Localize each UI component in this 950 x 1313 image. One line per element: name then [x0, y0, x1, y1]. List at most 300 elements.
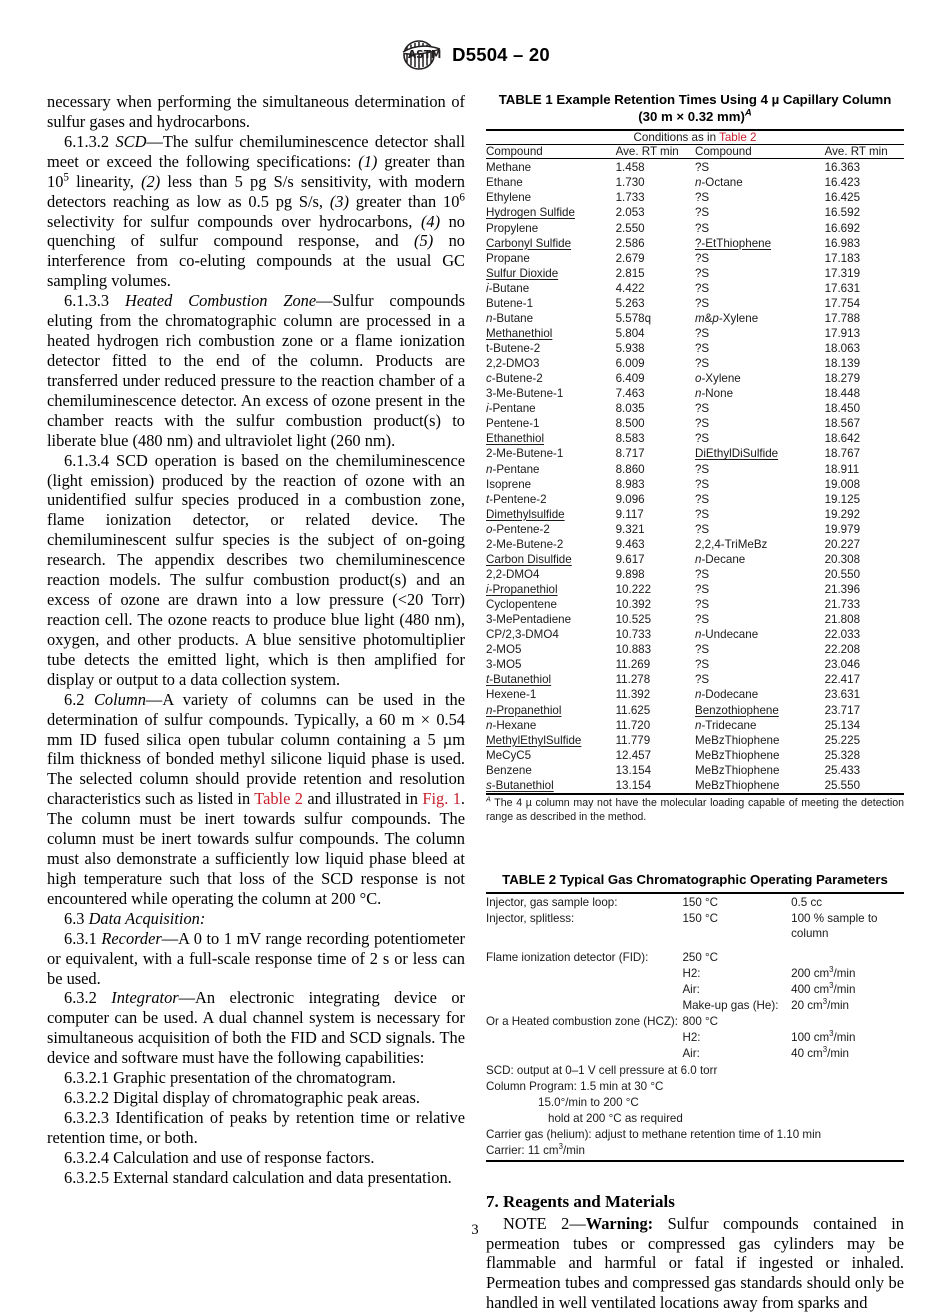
table-1-rt-left: 1.458: [615, 161, 645, 175]
table-row: [486, 966, 904, 982]
table-row: [486, 597, 904, 612]
table-row: [486, 582, 904, 597]
table-2-detail: 100 $cm^3/\min$: [791, 1029, 856, 1045]
table-1-compound-right: o-Xylene: [694, 372, 741, 386]
table-1-rt-left: 9.096: [615, 492, 645, 506]
table-row: [486, 371, 904, 386]
table-row: [486, 341, 904, 356]
table-1-compound-right: ?S: [694, 206, 710, 220]
table-row: [486, 763, 904, 778]
table-1-footnote-text: The 4 µ column may not have the molecular loading capable of meeting the detection range as described in the method.: [486, 796, 904, 823]
table-2-parameter: Flame ionization detector (FID):: [486, 950, 649, 964]
table-2-parameter: [486, 982, 682, 998]
table-row: [486, 1094, 904, 1110]
table-2-fullwidth: Carrier gas (helium): adjust to methane retention time of 1.10 min: [486, 1127, 822, 1141]
table-row: [486, 1110, 904, 1126]
table-row: [486, 537, 904, 552]
table-1-compound-right: ?S: [694, 251, 710, 265]
table-1-rt-left: 1.733: [615, 191, 645, 205]
paragraph-6-3-2-2: 6.3.2.2 Digital display of chromatographic peak areas.: [64, 1088, 420, 1108]
table-1-rt-right: 17.913: [824, 326, 861, 340]
table-1-compound-left: Ethanethiol: [486, 432, 545, 446]
table-1-compound-right: ?S: [694, 266, 710, 280]
table-1-rt-left: 11.720: [615, 718, 651, 732]
table-1-conditions-row: [486, 130, 904, 145]
paragraph-continuation: necessary when performing the simultaneous determination of sulfur gases and hydrocarbons.: [47, 92, 465, 131]
table-1-footnote: [486, 795, 904, 825]
table-1-compound-left: 2-Me-Butene-1: [486, 447, 564, 461]
table-row: [486, 718, 904, 733]
table-row: [486, 687, 904, 702]
table-row: [486, 998, 904, 1014]
page-header: [0, 40, 950, 70]
table-row: [486, 703, 904, 718]
paragraph-6-3-2-integrator: 6.3.2 Integrator—An electronic integrating device or computer can be used. A dual channel system is necessary for simultaneous acquisition of both the FID and SCD signals. The device and software must have the following capabilities:: [47, 988, 465, 1068]
table-1-rt-left: 5.578q: [615, 311, 652, 325]
table-row: [486, 910, 904, 941]
table-1-rt-right: 21.733: [824, 598, 861, 612]
table-1-title: [486, 92, 904, 126]
table-row: [486, 1078, 904, 1094]
table-1-compound-left: Cyclopentene: [486, 598, 557, 612]
table-row: [486, 672, 904, 687]
table-row: [486, 401, 904, 416]
table-1-rt-right: 25.134: [824, 718, 861, 732]
table-2-parameter: [486, 1046, 682, 1062]
table-1-compound-left: 2,2-DMO4: [486, 567, 540, 581]
table-1-rt-left: 11.269: [615, 658, 651, 672]
table-1-compound-left: Sulfur Dioxide: [486, 266, 559, 280]
table-1-compound-right: ?S: [694, 161, 710, 175]
table-1-compound-right: ?S: [694, 598, 710, 612]
paragraph-6-2-column: 6.2 Column—A variety of columns can be used in the determination of sulfur compounds. Typically, a 60 m × 0.54 mm ID fused silica open tubular column containing a 5 µm film thickness of bonded methyl silicone liquid phase is used. The selected column should provide retention and resolution characteristics such as listed in Table 2 and illustrated in Fig. 1. The column must be inert towards sulfur compounds. The column must be inert towards sulfur compounds. The column must also demonstrate a sufficiently low liquid phase bleed at high temperature such that loss of the SCD response is not encountered while operating the column at 200 °C.: [47, 689, 466, 908]
table-1-header-compound-2: Compound: [694, 144, 752, 158]
table-1-rt-left: 6.409: [615, 372, 645, 386]
table-row: [486, 236, 904, 251]
table-2-title: TABLE 2 Typical Gas Chromatographic Operating Parameters: [502, 872, 888, 888]
table-row: [486, 1143, 904, 1159]
table-2-value: Air:: [682, 1047, 700, 1061]
table-row: [486, 477, 904, 492]
table-1-rt-right: 18.139: [824, 357, 861, 371]
table-1-rt-right: 18.448: [824, 387, 861, 401]
table-1-rt-right: 16.592: [824, 206, 861, 220]
table-1-compound-left: MeCyC5: [486, 748, 532, 762]
table-2-fullwidth: SCD: output at 0–1 V cell pressure at 6.0 torr: [486, 1063, 718, 1077]
table-1-rt-left: 9.463: [615, 537, 645, 551]
table-row: [486, 894, 904, 910]
table-1-body: [486, 160, 904, 793]
table-row: [486, 386, 904, 401]
table-1-compound-right: MeBzThiophene: [694, 748, 780, 762]
table-1-compound-left: i-Propanethiol: [486, 583, 558, 597]
table-1-compound-left: 2-Me-Butene-2: [486, 537, 564, 551]
cross-reference[interactable]: Table 2: [254, 789, 303, 809]
table-2-fullwidth: Column Program: 1.5 min at 30 °C: [486, 1079, 664, 1093]
table-row: [486, 748, 904, 763]
table-1-compound-left: o-Pentene-2: [486, 522, 550, 536]
table-1-rt-right: 17.631: [824, 281, 861, 295]
paragraph-6-3-data-acquisition: 6.3 Data Acquisition:: [64, 908, 206, 928]
table-row: [486, 296, 904, 311]
table-row: [486, 950, 904, 966]
table-1-compound-left: Hydrogen Sulfide: [486, 206, 575, 220]
table-1-compound-right: n-Tridecane: [694, 718, 757, 732]
table-1-header-row: [486, 144, 904, 158]
table-1-conditions-cell: [486, 130, 904, 145]
table-1-header-rt-2: Ave. RT min: [824, 144, 888, 158]
table-1-rt-left: 13.154: [615, 763, 652, 777]
table-1-compound-right: ?S: [694, 613, 710, 627]
table-1-compound-right: n-Octane: [694, 176, 743, 190]
table-1-compound-left: Hexene-1: [486, 688, 537, 702]
table-1-compound-left: Carbonyl Sulfide: [486, 236, 572, 250]
table-1-rt-right: 22.208: [824, 643, 861, 657]
paragraph-6-1-3-2: 6.1.3.2 SCD—The sulfur chemiluminescence detector shall meet or exceed the following specifications: (1) greater than $10^5$ linearity, (2) less than 5 pg S/s sensitivity, with modern detectors reaching as low as 0.5 pg S/s, (3) greater than $10^6$ selectivity for sulfur compounds over hydrocarbons, (4) no quenching of sulfur compound response, and (5) no interference from co-eluting compounds at the usual GC sampling volumes.: [47, 131, 466, 291]
table-row: [486, 982, 904, 998]
table-1-compound-right: ?S: [694, 326, 710, 340]
table-row: [486, 1046, 904, 1062]
table-1-compound-right: ?S: [694, 432, 710, 446]
table-1-rt-right: 18.063: [824, 342, 861, 356]
table-2-parameter: [486, 1030, 682, 1046]
table-1-compound-right: DiEthylDiSulfide: [694, 447, 779, 461]
table-1-rt-right: 16.983: [824, 236, 861, 250]
table-2-detail: [791, 1014, 904, 1030]
table-1-rt-right: 18.767: [824, 447, 861, 461]
table-1-compound-right: 2,2,4-TriMeBz: [694, 537, 768, 551]
table-1-compound-right: n-None: [694, 387, 734, 401]
table-1-compound-left: Carbon Disulfide: [486, 552, 572, 566]
table-1-compound-right: Benzothiophene: [694, 703, 779, 717]
table-2-detail: [791, 950, 904, 966]
table-2: [486, 872, 904, 1161]
table-2-detail: 100 % sample to column: [791, 911, 878, 941]
table-2-parameter: Injector, gas sample loop:: [486, 895, 618, 909]
table-row: [486, 1062, 904, 1078]
table-1-rt-left: 4.422: [615, 281, 645, 295]
table-1-rt-right: 25.225: [824, 733, 861, 747]
table-1-compound-right: ?S: [694, 522, 710, 536]
cross-reference[interactable]: Fig. 1: [422, 789, 461, 809]
table-2-detail: 400 $cm^3/\min$: [791, 981, 856, 997]
table-1-rt-right: 25.550: [824, 778, 861, 792]
table-1-compound-right: ?S: [694, 643, 710, 657]
table-1-compound-right: ?S: [694, 477, 710, 491]
table-1-rt-right: 17.754: [824, 296, 861, 310]
table-1-compound-left: n-Propanethiol: [486, 703, 562, 717]
table-1-compound-left: Ethane: [486, 176, 523, 190]
table-row: [486, 778, 904, 793]
table-1-rt-left: 8.035: [615, 402, 645, 416]
note-number: 2—: [546, 1213, 586, 1233]
table-row: [486, 311, 904, 326]
table-row: [486, 567, 904, 582]
table-1-rt-left: 9.117: [615, 507, 644, 521]
table-1-rt-left: 10.883: [615, 643, 652, 657]
table-1-compound-left: Methane: [486, 161, 532, 175]
conditions-table2-link[interactable]: Table 2: [719, 130, 757, 144]
table-1-compound-left: Dimethylsulfide: [486, 507, 565, 521]
table-1-compound-right: ?S: [694, 658, 710, 672]
table-1-rt-left: 2.586: [615, 236, 645, 250]
table-2-spacer: [486, 942, 904, 950]
note-body: Sulfur compounds contained in permeation tubes or compressed gas cylinders may be flammable and harmful or fatal if ingested or inhaled. Permeation tubes and compressed gas standards should only be handled in well ventilated locations away from sparks and: [486, 1213, 904, 1313]
table-row: [486, 160, 904, 175]
table-row: [486, 416, 904, 431]
table-1-compound-right: n-Dodecane: [694, 688, 759, 702]
table-1-compound-right: m&p-Xylene: [694, 311, 759, 325]
table-1-rt-right: 19.979: [824, 522, 861, 536]
table-1-compound-left: n-Pentane: [486, 462, 540, 476]
table-1-rt-left: 8.983: [615, 477, 645, 491]
table-1-compound-left: i-Butane: [486, 281, 530, 295]
table-1-compound-right: ?S: [694, 567, 710, 581]
table-1-rt-right: 16.423: [824, 176, 861, 190]
table-1-rt-left: 8.500: [615, 417, 645, 431]
table-1-rt-right: 17.183: [824, 251, 861, 265]
table-2-fullwidth: hold at 200 °C as required: [548, 1111, 683, 1125]
table-1-compound-left: 3-Me-Butene-1: [486, 387, 564, 401]
table-1-compound-right: n-Undecane: [694, 628, 759, 642]
table-1-compound-left: Pentene-1: [486, 417, 540, 431]
table-1-rt-right: 18.567: [824, 417, 861, 431]
table-1-compound-left: s-Butanethiol: [486, 778, 554, 792]
table-row: [486, 612, 904, 627]
table-row: [486, 205, 904, 220]
table-1-rt-left: 11.779: [615, 733, 651, 747]
table-1-compound-right: ?S: [694, 221, 710, 235]
table-1-rt-right: 18.642: [824, 432, 861, 446]
table-1-compound-left: MethylEthylSulfide: [486, 733, 582, 747]
table-2-detail: 20 $cm^3/\min$: [791, 997, 849, 1013]
table-1-compound-right: ?S: [694, 296, 710, 310]
table-row: [486, 462, 904, 477]
table-1-rt-right: 21.808: [824, 613, 861, 627]
table-2-value: Make-up gas (He):: [682, 999, 779, 1013]
table-1-compound-left: Propane: [486, 251, 530, 265]
table-1-compound-right: MeBzThiophene: [694, 778, 780, 792]
table-2-parameter: [486, 998, 682, 1014]
table-1-compound-left: 3-MePentadiene: [486, 613, 572, 627]
table-row: [486, 266, 904, 281]
table-1-rt-left: 2.815: [615, 266, 645, 280]
table-2-parameter: Injector, splitless:: [486, 911, 575, 925]
table-1-compound-left: 3-MO5: [486, 658, 522, 672]
table-1-compound-left: Propylene: [486, 221, 539, 235]
table-1-compound-right: ?S: [694, 492, 710, 506]
table-2-grid: [486, 894, 904, 1158]
section-7: [486, 1192, 904, 1313]
table-1-rt-left: 10.222: [615, 583, 652, 597]
table-1-compound-left: Methanethiol: [486, 326, 553, 340]
table-1-compound-right: ?S: [694, 673, 710, 687]
table-1-rt-right: 16.425: [824, 191, 861, 205]
table-1-compound-left: n-Hexane: [486, 718, 537, 732]
table-row: [486, 326, 904, 341]
table-2-fullwidth: Carrier: 11 $cm^3/\min$: [486, 1142, 585, 1157]
table-2-value: Air:: [682, 983, 700, 997]
table-row: [486, 1126, 904, 1142]
table-1-rt-right: 25.433: [824, 763, 861, 777]
table-1-compound-right: ?S: [694, 191, 710, 205]
table-1-compound-right: ?S: [694, 402, 710, 416]
table-1-rt-right: 16.692: [824, 221, 861, 235]
table-1-rt-right: 19.125: [824, 492, 861, 506]
table-1-compound-right: ?S: [694, 417, 710, 431]
table-1-rt-left: 7.463: [615, 387, 645, 401]
table-1-compound-left: t-Butanethiol: [486, 673, 552, 687]
table-1-rt-left: 9.617: [615, 552, 645, 566]
table-1: [486, 92, 904, 824]
table-1-rt-right: 16.363: [824, 161, 861, 175]
table-1-rt-left: 13.154: [615, 778, 652, 792]
table-1-rt-left: 5.938: [615, 342, 645, 356]
table-1-rt-left: 8.583: [615, 432, 645, 446]
table-row: [486, 281, 904, 296]
table-row: [486, 446, 904, 461]
table-1-compound-left: Isoprene: [486, 477, 532, 491]
table-2-value: H2:: [682, 967, 701, 981]
table-1-rt-right: 25.328: [824, 748, 861, 762]
table-1-rt-left: 2.550: [615, 221, 645, 235]
table-2-parameter: [486, 966, 682, 982]
table-1-compound-left: t-Pentene-2: [486, 492, 547, 506]
table-1-rt-left: 10.525: [615, 613, 652, 627]
table-1-compound-left: Benzene: [486, 763, 532, 777]
note-label: NOTE: [503, 1213, 547, 1233]
table-1-compound-left: t-Butene-2: [486, 342, 541, 356]
table-1-rt-left: 10.733: [615, 628, 652, 642]
table-1-rt-left: 5.804: [615, 326, 645, 340]
left-text-column: [47, 92, 465, 1188]
table-row: [486, 356, 904, 371]
table-1-title-line2: (30 m × 0.32 mm): [638, 108, 745, 124]
table-1-compound-left: CP/2,3-DMO4: [486, 628, 559, 642]
svg-text:ASTM: ASTM: [408, 49, 442, 61]
table-1-rt-left: 11.625: [615, 703, 651, 717]
table-1-rt-left: 10.392: [615, 598, 652, 612]
table-2-detail: 0.5 cc: [791, 895, 823, 909]
paragraph-6-3-2-4: 6.3.2.4 Calculation and use of response factors.: [64, 1147, 375, 1167]
table-2-value: 250 °C: [682, 950, 719, 964]
table-2-value: 800 °C: [682, 1015, 719, 1029]
table-1-rt-left: 12.457: [615, 748, 652, 762]
table-1-compound-left: Ethylene: [486, 191, 532, 205]
document-designation: D5504 – 20: [452, 44, 550, 65]
table-1-compound-left: Butene-1: [486, 296, 534, 310]
table-1-rt-right: 23.717: [824, 703, 861, 717]
table-row: [486, 642, 904, 657]
paragraph-6-1-3-3: 6.1.3.3 Heated Combustion Zone—Sulfur compounds eluting from the chromatographic column are processed in a heated hydrogen rich combustion zone or a flame ionization detector fitted to the end of the column. Products are transferred under reduced pressure to the reaction chamber of a chemiluminescence detector. An excess of ozone present in the chamber reacts with the sulfur combustion product(s) to liberate blue (480 nm) and ultraviolet light (260 nm).: [47, 291, 466, 450]
table-1-grid: [486, 129, 904, 793]
table-row: [486, 657, 904, 672]
astm-logo-icon: [400, 40, 442, 70]
table-1-rt-left: 2.679: [615, 251, 645, 265]
table-1-footnote-mark: A: [486, 794, 491, 804]
table-1-compound-right: ?S: [694, 281, 710, 295]
paragraph-6-3-2-3: 6.3.2.3 Identification of peaks by retention time or relative retention time, or both.: [47, 1108, 465, 1147]
table-row: [486, 431, 904, 446]
table-1-rt-right: 22.417: [824, 673, 861, 687]
table-row: [486, 175, 904, 190]
table-1-rt-left: 11.278: [615, 673, 651, 687]
paragraph-6-3-2-5: 6.3.2.5 External standard calculation and data presentation.: [64, 1167, 452, 1187]
table-2-value: H2:: [682, 1031, 701, 1045]
table-row: [486, 1030, 904, 1046]
table-1-rt-right: 19.292: [824, 507, 861, 521]
table-1-rt-right: 18.450: [824, 402, 861, 416]
table-1-rt-right: 23.631: [824, 688, 861, 702]
table-1-compound-right: ?S: [694, 462, 710, 476]
table-1-rt-right: 20.550: [824, 567, 861, 581]
table-2-fullwidth: 15.0°/min to 200 °C: [538, 1095, 639, 1109]
table-2-detail: 200 $cm^3/\min$: [791, 965, 856, 981]
table-row: [486, 251, 904, 266]
paragraph-6-3-1-recorder: 6.3.1 Recorder—A 0 to 1 mV range recording potentiometer or equivalent, with a full-scale response time of 2 s or less can be used.: [47, 928, 465, 988]
table-row: [486, 190, 904, 205]
note-warning: Warning:: [585, 1213, 654, 1233]
paragraph-6-1-3-4: 6.1.3.4 SCD operation is based on the chemiluminescence (light emission) produced by the reaction of ozone with an unidentified sulfur species produced in a combustion zone, flame ionization detector, or related device. The chemiluminescent sulfur species is the subject of on-going research. The appendix describes two chemiluminescence reaction models. The sulfur combustion product(s) and an excess of ozone are drawn into a low pressure (<20 Torr) reaction cell. The ozone reacts to produce blue light (480 nm), oxygen, and other products. A blue sensitive photomultiplier tube detects the emitted light, which is then amplified for display or output to a data collection system.: [47, 450, 465, 689]
table-1-rt-left: 8.860: [615, 462, 645, 476]
table-1-compound-left: 2-MO5: [486, 643, 522, 657]
table-1-title-line1: TABLE 1 Example Retention Times Using 4 µ Capillary Column: [498, 92, 892, 107]
table-1-rt-left: 11.392: [615, 688, 651, 702]
table-1-rt-right: 21.396: [824, 583, 861, 597]
table-row: [486, 1014, 904, 1030]
table-row: [486, 552, 904, 567]
table-1-rt-right: 22.033: [824, 628, 861, 642]
table-1-rt-right: 18.279: [824, 372, 861, 386]
table-2-value: 150 °C: [682, 911, 719, 925]
table-1-compound-left: 2,2-DMO3: [486, 357, 540, 371]
table-1-rt-left: 9.321: [615, 522, 645, 536]
table-1-compound-right: ?S: [694, 357, 710, 371]
table-1-compound-left: c-Butene-2: [486, 372, 543, 386]
table-2-value: 150 °C: [682, 895, 719, 909]
paragraph-6-3-2-1: 6.3.2.1 Graphic presentation of the chromatogram.: [64, 1068, 396, 1088]
table-row: [486, 221, 904, 236]
table-row: [486, 492, 904, 507]
table-1-compound-right: MeBzThiophene: [694, 763, 780, 777]
table-1-rt-right: 17.319: [824, 266, 861, 280]
table-2-detail: 40 $cm^3/\min$: [791, 1045, 849, 1061]
table-1-title-footnote-mark: A: [744, 107, 752, 119]
table-1-rt-left: 1.730: [615, 176, 645, 190]
table-row: [486, 507, 904, 522]
table-1-header-rt-1: Ave. RT min: [615, 144, 679, 158]
table-1-rt-right: 20.308: [824, 552, 861, 566]
table-1-rt-right: 19.008: [824, 477, 861, 491]
table-1-rt-left: 9.898: [615, 567, 645, 581]
table-row: [486, 627, 904, 642]
table-1-header-compound-1: Compound: [486, 144, 543, 158]
table-1-rt-right: 17.788: [824, 311, 861, 325]
table-1-rt-right: 18.911: [824, 462, 860, 476]
table-1-compound-right: MeBzThiophene: [694, 733, 780, 747]
table-1-compound-left: n-Butane: [486, 311, 534, 325]
table-2-parameter: Or a Heated combustion zone (HCZ):: [486, 1015, 679, 1029]
conditions-label: Conditions as in: [633, 130, 720, 144]
table-1-compound-right: n-Decane: [694, 552, 746, 566]
table-1-compound-right: ?S: [694, 583, 710, 597]
page-number: 3: [471, 1222, 479, 1238]
table-row: [486, 733, 904, 748]
table-1-rt-right: 23.046: [824, 658, 861, 672]
table-1-compound-right: ?-EtThiophene: [694, 236, 772, 250]
table-row: [486, 522, 904, 537]
table-1-rt-left: 2.053: [615, 206, 645, 220]
